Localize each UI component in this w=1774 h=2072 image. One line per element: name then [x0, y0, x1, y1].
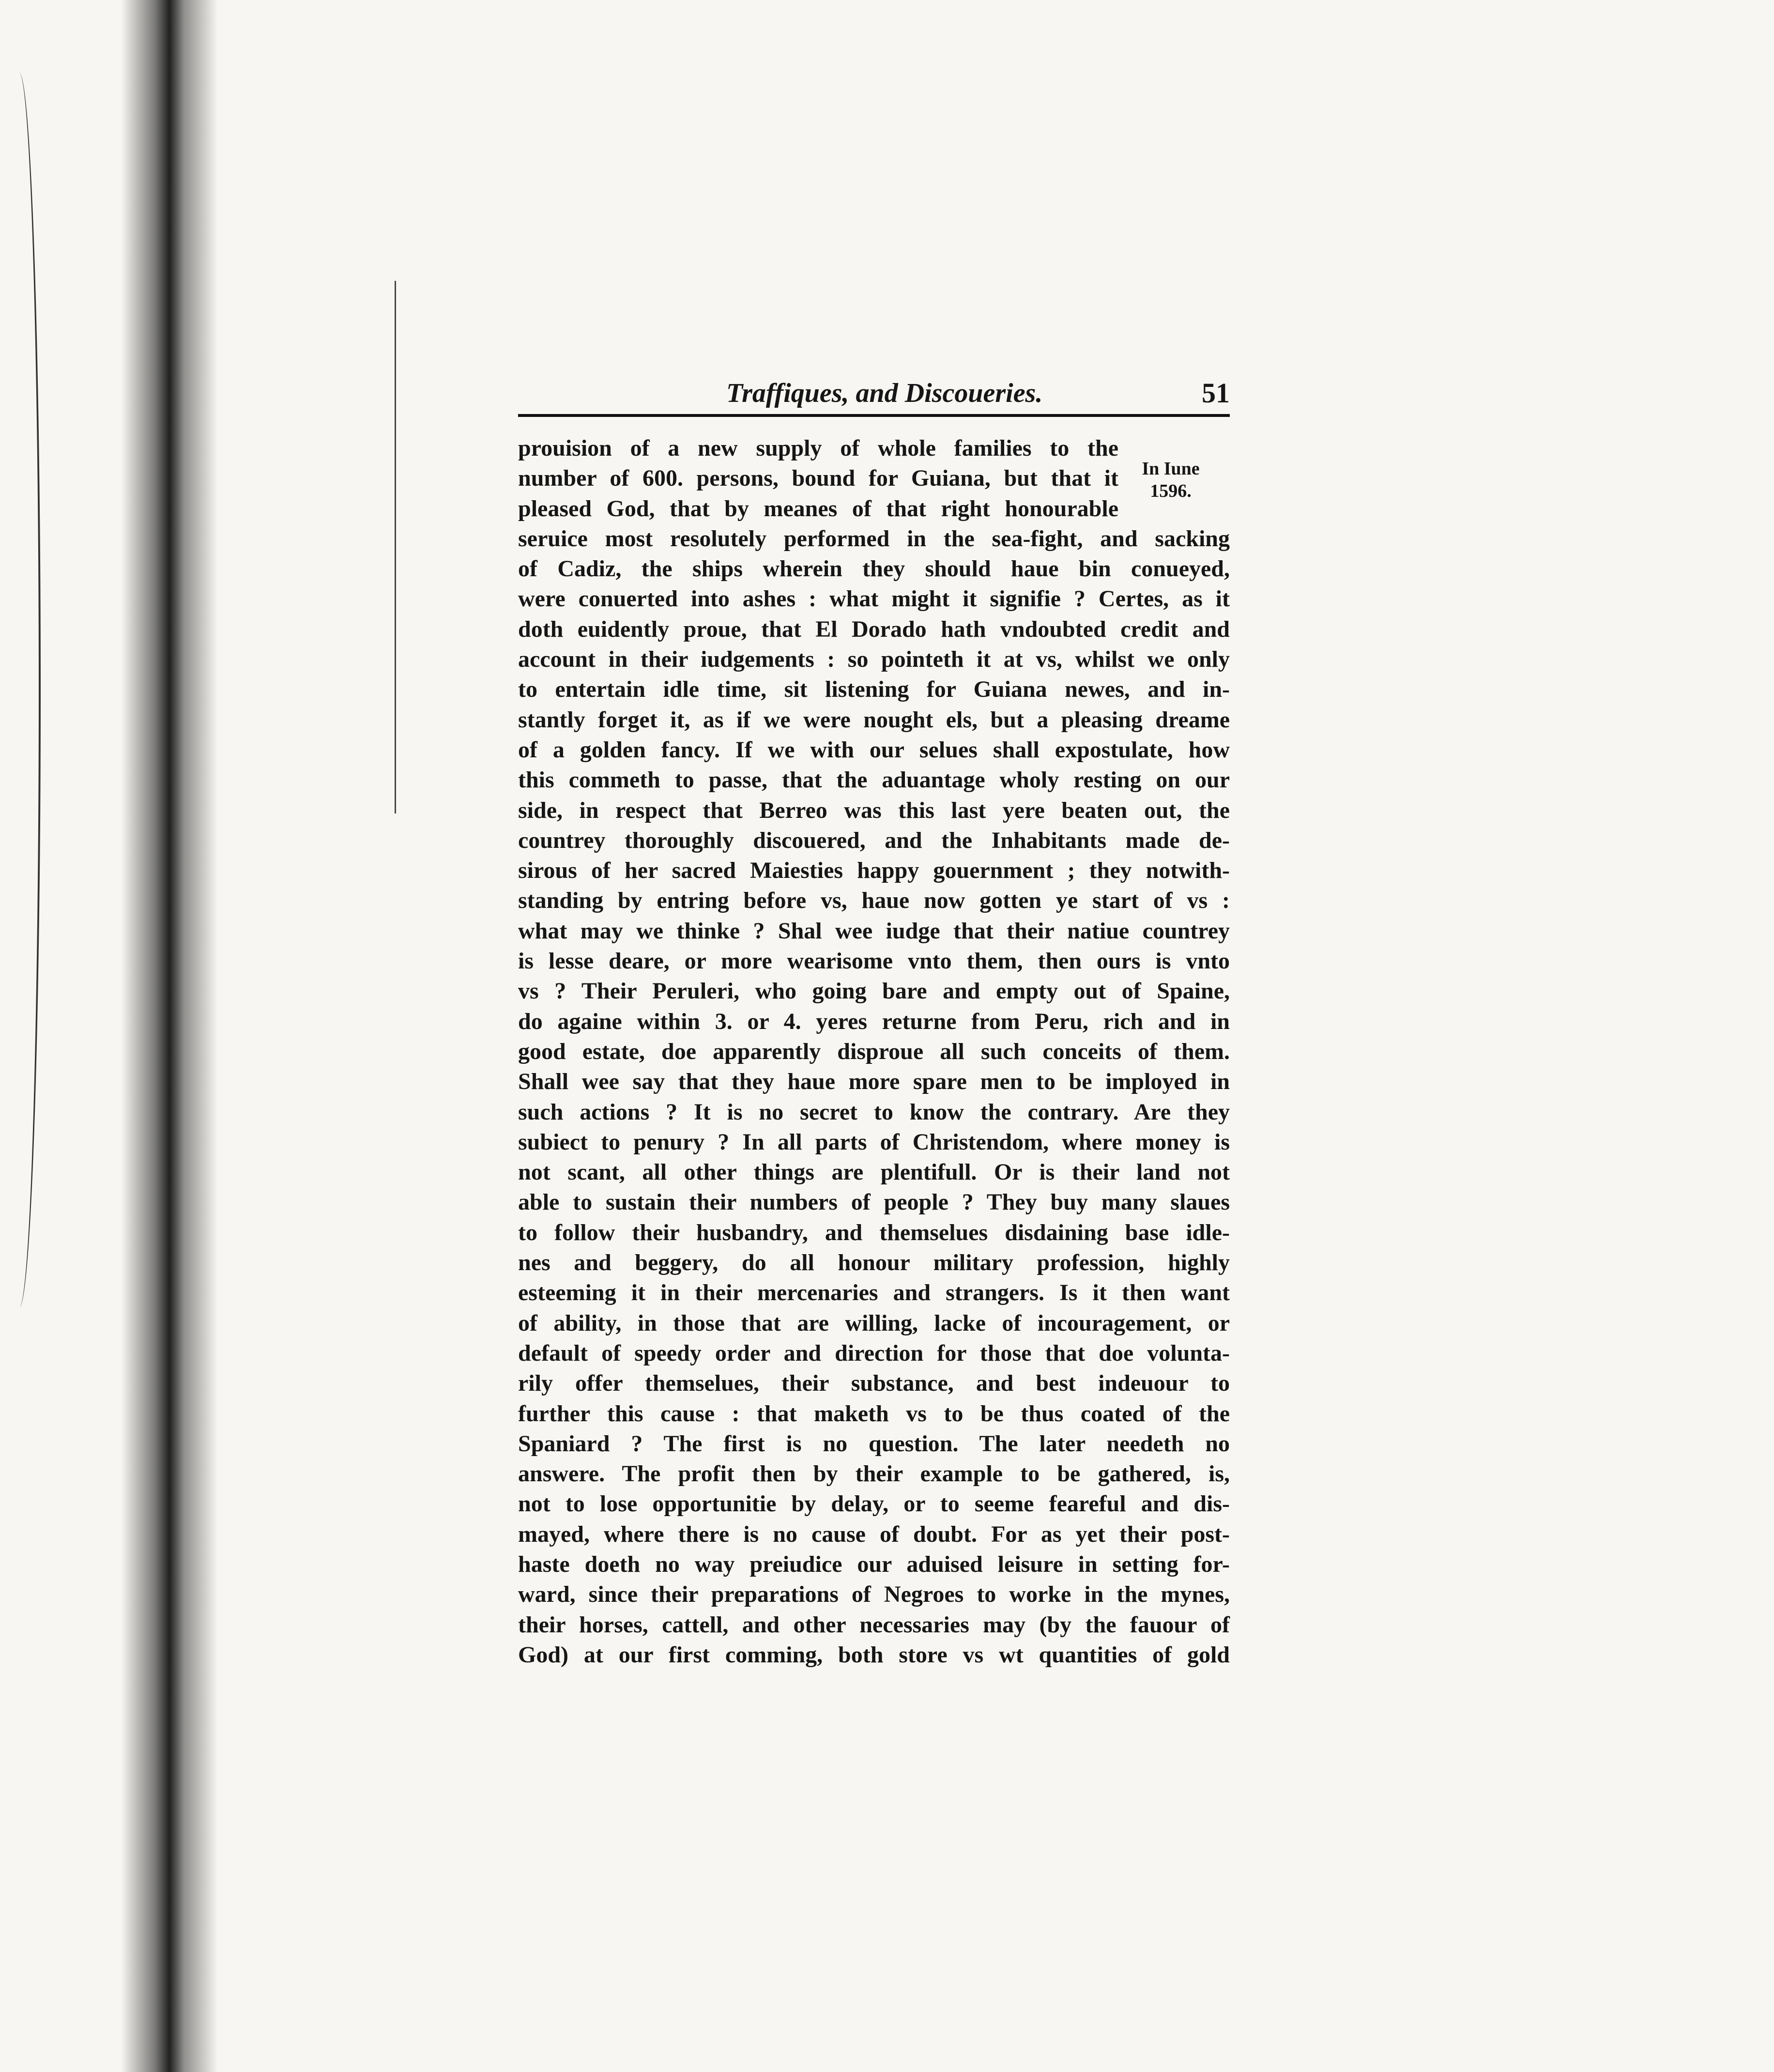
text-line: pleased God, that by meanes of that right honourable: [518, 495, 1118, 522]
text-line: what may we thinke ? Shal wee iudge that their natiue countrey: [518, 918, 1230, 944]
text-line: number of 600. persons, bound for Guiana, but that it: [518, 465, 1118, 491]
text-line: were conuerted into ashes : what might it signifie ? Certes, as it: [518, 586, 1230, 612]
text-line: do againe within 3. or 4. yeres returne from Peru, rich and in: [518, 1008, 1230, 1034]
text-line: their horses, cattell, and other necessaries may (by the fauour of: [518, 1612, 1230, 1638]
text-line: default of speedy order and direction for those that doe volunta-: [518, 1340, 1230, 1366]
text-line: countrey thoroughly discouered, and the Inhabitants made de-: [518, 827, 1230, 853]
page-header: [518, 368, 1230, 421]
text-line: sirous of her sacred Maiesties happy gouernment ; they notwith-: [518, 858, 1230, 884]
text-line: this commeth to passe, that the aduantage wholy resting on our: [518, 767, 1230, 793]
text-line: to follow their husbandry, and themselues disdaining base idle-: [518, 1219, 1230, 1245]
text-line: rily offer themselues, their substance, and best indeuour to: [518, 1370, 1230, 1397]
text-line: subiect to penury ? In all parts of Christendom, where money is: [518, 1129, 1230, 1155]
text-line: Spaniard ? The first is no question. The later needeth no: [518, 1430, 1230, 1457]
text-line: of Cadiz, the ships wherein they should haue bin conueyed,: [518, 556, 1230, 582]
body-text: [518, 433, 1230, 1670]
text-line: standing by entring before vs, haue now gotten ye start of vs :: [518, 888, 1230, 914]
text-line: seruice most resolutely performed in the sea-fight, and sacking: [518, 525, 1230, 552]
text-line: vs ? Their Peruleri, who going bare and empty out of Spaine,: [518, 978, 1230, 1004]
margin-note-line: 1596.: [1150, 481, 1192, 501]
scan-artifact-line: [395, 281, 400, 813]
text-line: to entertain idle time, sit listening for Guiana newes, and in-: [518, 676, 1230, 703]
text-line: not scant, all other things are plentifull. Or is their land not: [518, 1159, 1230, 1185]
text-line: not to lose opportunitie by delay, or to seeme feareful and dis-: [518, 1491, 1230, 1517]
text-line: such actions ? It is no secret to know the contrary. Are they: [518, 1099, 1230, 1125]
text-line: esteeming it in their mercenaries and strangers. Is it then want: [518, 1280, 1230, 1306]
text-line: prouision of a new supply of whole families to the: [518, 435, 1118, 461]
text-line: account in their iudgements : so pointeth it at vs, whilst we only: [518, 646, 1230, 673]
text-line: nes and beggery, do all honour military profession, highly: [518, 1250, 1230, 1276]
text-line: side, in respect that Berreo was this last yere beaten out, the: [518, 797, 1230, 823]
margin-note-line: In Iune: [1142, 459, 1200, 479]
text-line: ward, since their preparations of Negroes to worke in the mynes,: [518, 1581, 1230, 1608]
text-line: of ability, in those that are willing, lacke of incouragement, or: [518, 1310, 1230, 1336]
text-line: is lesse deare, or more wearisome vnto them, then ours is vnto: [518, 948, 1230, 974]
text-line: stantly forget it, as if we were nought els, but a pleasing dreame: [518, 706, 1230, 733]
page-edge-curve: [5, 73, 41, 1307]
text-line: haste doeth no way preiudice our aduised leisure in setting for-: [518, 1551, 1230, 1577]
page-number: 51: [1202, 377, 1230, 409]
binding-gutter-shadow: [121, 0, 218, 2072]
running-head: Traffiques, and Discoueries.: [726, 378, 1043, 408]
text-line: God) at our first comming, both store vs wt quantities of gold: [518, 1642, 1230, 1668]
text-line: answere. The profit then by their example to be gathered, is,: [518, 1461, 1230, 1487]
text-line: able to sustain their numbers of people ? They buy many slaues: [518, 1189, 1230, 1215]
text-line: doth euidently proue, that El Dorado hath vndoubted credit and: [518, 616, 1230, 642]
text-line: good estate, doe apparently disproue all such conceits of them.: [518, 1038, 1230, 1064]
text-line: further this cause : that maketh vs to be thus coated of the: [518, 1400, 1230, 1427]
text-line: Shall wee say that they haue more spare men to be imployed in: [518, 1069, 1230, 1095]
text-line: of a golden fancy. If we with our selues shall expostulate, how: [518, 737, 1230, 763]
header-rule: [518, 414, 1230, 417]
text-line: mayed, where there is no cause of doubt. For as yet their post-: [518, 1521, 1230, 1547]
